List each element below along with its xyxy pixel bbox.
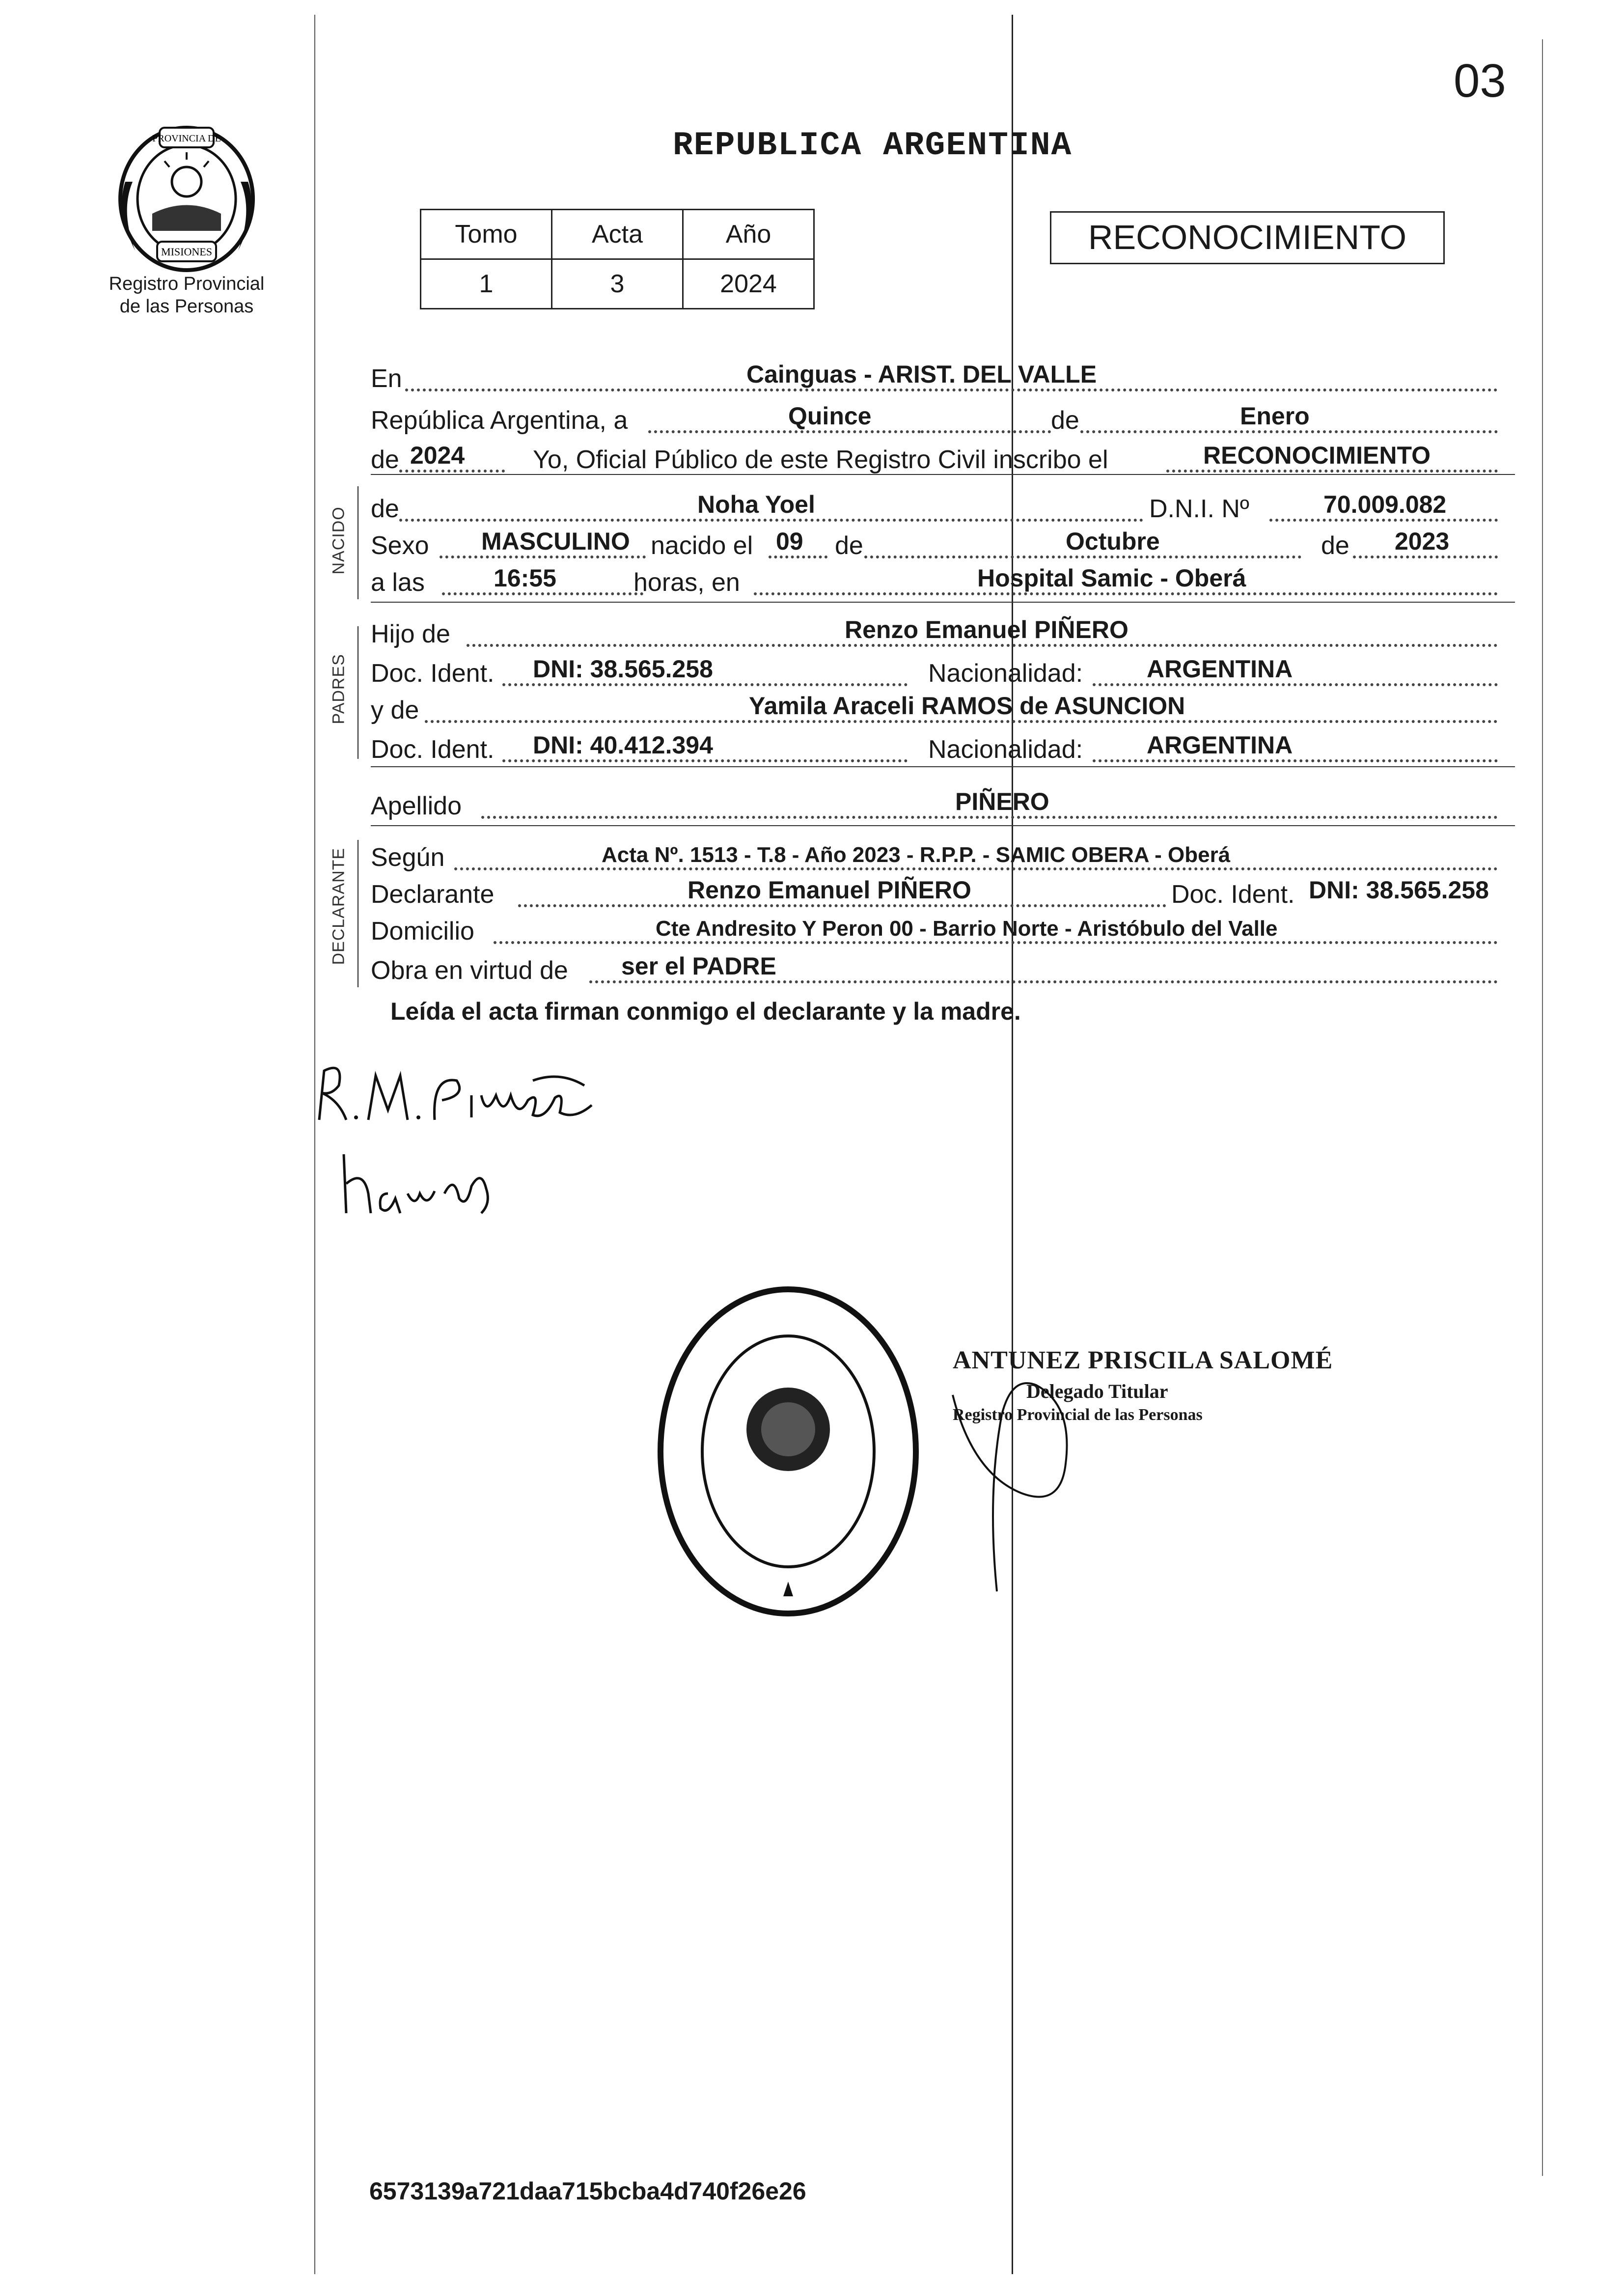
side-label-padres: PADRES xyxy=(329,654,348,724)
record-table-header-anio: Año xyxy=(683,210,814,259)
value-anio-nacimiento: 2023 xyxy=(1395,528,1450,555)
label-dni: D.N.I. Nº xyxy=(1149,495,1249,523)
value-dia-nacimiento: 09 xyxy=(776,528,803,555)
label-domicilio: Domicilio xyxy=(371,917,474,946)
label-de-mes: de xyxy=(1051,406,1079,435)
official-name: ANTUNEZ PRISCILA SALOMÉ xyxy=(953,1346,1333,1374)
label-nacido-el: nacido el xyxy=(651,531,753,560)
divider-4 xyxy=(371,825,1515,826)
divider-3 xyxy=(371,766,1515,767)
official-org: Registro Provincial de las Personas xyxy=(953,1406,1203,1424)
signature-declarante xyxy=(309,1051,614,1137)
value-apellido: PIÑERO xyxy=(955,788,1049,815)
label-declarante: Declarante xyxy=(371,880,495,909)
value-obra: ser el PADRE xyxy=(621,952,776,980)
side-label-declarante: DECLARANTE xyxy=(329,847,348,965)
record-type-box: RECONOCIMIENTO xyxy=(1050,211,1445,264)
signature-madre xyxy=(334,1144,521,1225)
field-en xyxy=(371,356,1515,395)
page-number: 03 xyxy=(1454,55,1506,107)
side-label-nacido: NACIDO xyxy=(329,506,348,575)
field-madre xyxy=(371,688,1515,727)
label-de-2: de xyxy=(1321,531,1349,560)
value-lugar-inscripcion: Cainguas - ARIST. DEL VALLE xyxy=(746,361,1097,388)
record-table-header-tomo: Tomo xyxy=(421,210,552,259)
label-en: En xyxy=(371,364,402,393)
divider-1 xyxy=(371,474,1515,475)
closing-statement: Leída el acta firman conmigo el declarante y la madre. xyxy=(390,998,1021,1025)
value-madre: Yamila Araceli RAMOS de ASUNCION xyxy=(749,692,1185,720)
field-apellido xyxy=(371,783,1515,823)
value-nombre-nacido: Noha Yoel xyxy=(697,491,815,518)
value-doc-declarante: DNI: 38.565.258 xyxy=(1309,876,1489,904)
label-doc-ident-madre: Doc. Ident. xyxy=(371,735,495,764)
field-anio xyxy=(371,437,1515,476)
label-a-las: a las xyxy=(371,568,425,597)
field-declarante xyxy=(371,872,1515,911)
misiones-emblem-icon xyxy=(106,113,268,275)
logo-text-bottom: MISIONES xyxy=(161,246,212,258)
value-tipo-acta: RECONOCIMIENTO xyxy=(1203,442,1431,469)
field-padre-doc xyxy=(371,651,1515,690)
value-nacionalidad-madre: ARGENTINA xyxy=(1147,731,1293,759)
value-mes-nacimiento: Octubre xyxy=(1066,528,1160,555)
field-domicilio xyxy=(371,909,1515,948)
label-nacionalidad-padre: Nacionalidad: xyxy=(928,659,1083,688)
value-sexo: MASCULINO xyxy=(481,528,630,555)
value-dni-nacido: 70.009.082 xyxy=(1323,491,1447,518)
value-hora: 16:55 xyxy=(494,564,556,592)
label-oficial: Yo, Oficial Público de este Registro Civil inscribo el xyxy=(533,445,1108,474)
field-segun xyxy=(371,835,1515,874)
value-declarante: Renzo Emanuel PIÑERO xyxy=(688,876,971,904)
value-doc-padre: DNI: 38.565.258 xyxy=(533,655,713,683)
label-horas-en: horas, en xyxy=(633,568,740,597)
value-segun: Acta Nº. 1513 - T.8 - Año 2023 - R.P.P. - SAMIC OBERA - Oberá xyxy=(602,843,1231,867)
logo-text-top: PROVINCIA DE xyxy=(152,133,221,144)
label-doc-ident-padre: Doc. Ident. xyxy=(371,659,495,688)
value-dia-inscripcion: Quince xyxy=(788,402,872,430)
label-de-anio: de xyxy=(371,445,399,474)
document-title: REPUBLICA ARGENTINA xyxy=(673,127,1073,165)
record-table-value-tomo: 1 xyxy=(421,259,552,309)
official-role: Delegado Titular xyxy=(1026,1380,1168,1402)
record-table xyxy=(420,209,815,309)
value-domicilio: Cte Andresito Y Peron 00 - Barrio Norte - Aristóbulo del Valle xyxy=(656,917,1278,941)
label-obra: Obra en virtud de xyxy=(371,956,568,985)
value-anio-inscripcion: 2024 xyxy=(410,442,465,469)
fold-line xyxy=(1012,15,1013,2274)
label-hijo-de: Hijo de xyxy=(371,620,450,648)
divider-2 xyxy=(371,602,1515,603)
label-de-nombre: de xyxy=(371,495,399,523)
label-doc-ident-declarante: Doc. Ident. xyxy=(1171,880,1295,909)
field-padre xyxy=(371,612,1515,651)
field-madre-doc xyxy=(371,727,1515,766)
record-table-header-acta: Acta xyxy=(552,210,683,259)
label-apellido: Apellido xyxy=(371,792,462,820)
label-sexo: Sexo xyxy=(371,531,429,560)
label-segun: Según xyxy=(371,843,445,872)
registry-seal-icon xyxy=(653,1282,923,1621)
field-sexo xyxy=(371,523,1515,562)
label-nacionalidad-madre: Nacionalidad: xyxy=(928,735,1083,764)
registry-label xyxy=(79,273,295,318)
field-fecha xyxy=(371,398,1515,437)
field-nombre xyxy=(371,486,1515,526)
value-lugar-nacimiento: Hospital Samic - Oberá xyxy=(977,564,1246,592)
field-obra xyxy=(371,948,1515,987)
label-y-de: y de xyxy=(371,696,419,724)
record-table-value-anio: 2024 xyxy=(683,259,814,309)
value-nacionalidad-padre: ARGENTINA xyxy=(1147,655,1293,683)
value-doc-madre: DNI: 40.412.394 xyxy=(533,731,713,759)
value-padre: Renzo Emanuel PIÑERO xyxy=(845,616,1129,643)
field-hora xyxy=(371,560,1515,599)
official-signature xyxy=(943,1346,1120,1604)
value-mes-inscripcion: Enero xyxy=(1240,402,1310,430)
document-hash: 6573139a721daa715bcba4d740f26e26 xyxy=(369,2177,806,2205)
registry-label-line1: Registro Provincial xyxy=(109,274,265,294)
left-margin-rule xyxy=(314,15,315,2274)
label-republica: República Argentina, a xyxy=(371,406,628,435)
right-margin-rule xyxy=(1542,39,1543,2176)
record-table-value-acta: 3 xyxy=(552,259,683,309)
label-de-1: de xyxy=(835,531,863,560)
registry-label-line2: de las Personas xyxy=(119,296,254,317)
